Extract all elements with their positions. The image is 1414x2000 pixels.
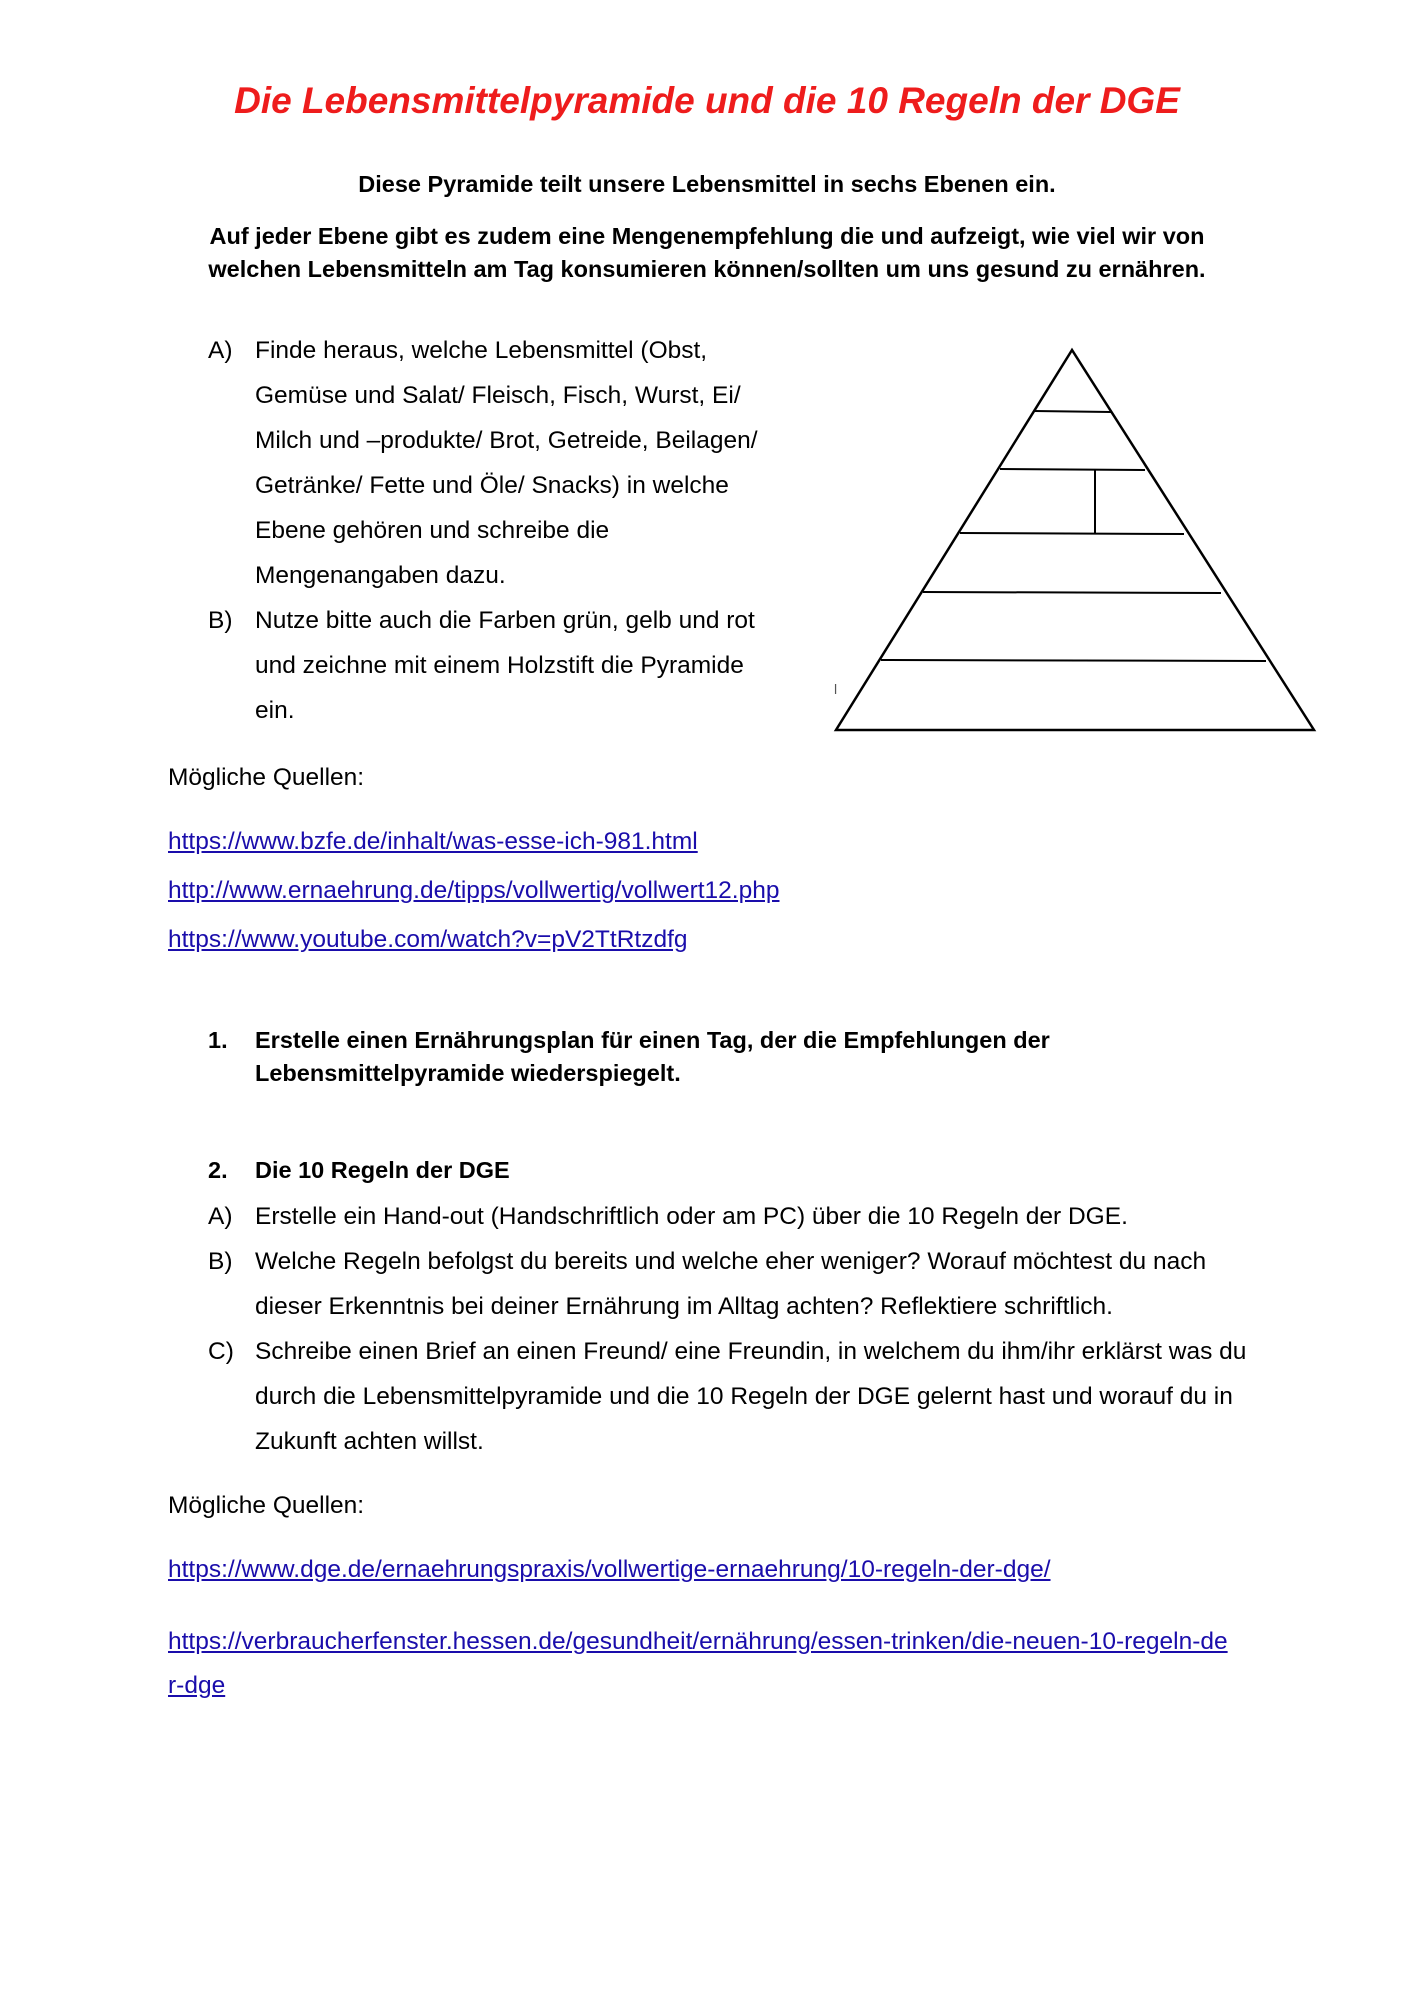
- item-text: Erstelle einen Ernährungsplan für einen Tag, der die Empfehlungen der Lebensmittelpyramide wiederspiegelt.: [255, 1027, 1050, 1086]
- part-two-task-list: [208, 1194, 1248, 1464]
- intro-line-2: Auf jeder Ebene gibt es zudem eine Mengenempfehlung die und aufzeigt, wie viel wir von welchen Lebensmitteln am Tag konsumieren können/sollten um uns gesund zu ernähren.: [208, 223, 1206, 282]
- food-pyramid-diagram: [0, 0, 1414, 760]
- pyramid-level-line: [1000, 469, 1145, 470]
- item-text: Die 10 Regeln der DGE: [255, 1157, 510, 1183]
- pyramid-stray-mark: l: [834, 681, 838, 697]
- pyramid-level-line: [1034, 411, 1111, 412]
- numbered-item: [208, 1154, 1208, 1187]
- sources-label: Mögliche Quellen:: [168, 1492, 365, 1519]
- source-link-bzfe[interactable]: https://www.bzfe.de/inhalt/was-esse-ich-981.html: [168, 828, 698, 855]
- source-link-verbraucherfenster[interactable]: https://verbraucherfenster.hessen.de/gesundheit/ernährung/essen-trinken/die-neuen-10-regeln-der-dge: [168, 1628, 1228, 1699]
- task-b: [208, 1239, 1248, 1329]
- task-marker: A): [208, 1203, 233, 1230]
- task-marker: B): [208, 1248, 233, 1275]
- source-link-dge[interactable]: https://www.dge.de/ernaehrungspraxis/vollwertige-ernaehrung/10-regeln-der-dge/: [168, 1556, 1051, 1583]
- task-text: Finde heraus, welche Lebensmittel (Obst, Gemüse und Salat/ Fleisch, Fisch, Wurst, Ei/ Milch und –produkte/ Brot, Getreide, Beilagen/ Getränke/ Fette und Öle/ Snacks) in welche Ebene gehören und schreibe die Mengenangaben dazu.: [255, 337, 758, 589]
- sources-label: Mögliche Quellen:: [168, 764, 365, 791]
- item-number: 1.: [208, 1027, 228, 1053]
- item-number: 2.: [208, 1157, 228, 1183]
- pyramid-outline: [836, 350, 1314, 730]
- intro-line-1: Diese Pyramide teilt unsere Lebensmittel in sechs Ebenen ein.: [358, 171, 1056, 197]
- task-text: Schreibe einen Brief an einen Freund/ eine Freundin, in welchem du ihm/ihr erklärst was du durch die Lebensmittelpyramide und die 10 Regeln der DGE gelernt hast und worauf du in Zukunft achten willst.: [255, 1338, 1247, 1455]
- pyramid-level-line: [923, 592, 1221, 593]
- source-link-ernaehrung[interactable]: http://www.ernaehrung.de/tipps/vollwertig/vollwert12.php: [168, 877, 780, 904]
- task-c: [208, 1329, 1248, 1464]
- task-marker: B): [208, 607, 233, 634]
- numbered-item: [208, 1024, 1208, 1090]
- document-title: Die Lebensmittelpyramide und die 10 Regeln der DGE: [234, 80, 1180, 121]
- task-marker: A): [208, 337, 233, 364]
- task-text: Welche Regeln befolgst du bereits und welche eher weniger? Worauf möchtest du nach dieser Erkenntnis bei deiner Ernährung im Alltag achten? Reflektiere schriftlich.: [255, 1248, 1207, 1320]
- source-link-youtube[interactable]: https://www.youtube.com/watch?v=pV2TtRtzdfg: [168, 926, 688, 953]
- task-text: Nutze bitte auch die Farben grün, gelb und rot und zeichne mit einem Holzstift die Pyramide ein.: [255, 607, 755, 724]
- numbered-task-1: [208, 1024, 1208, 1090]
- task-a: [208, 1194, 1248, 1239]
- pyramid-level-line: [960, 533, 1184, 534]
- pyramid-level-line: [881, 660, 1266, 661]
- numbered-task-2: [208, 1154, 1208, 1187]
- task-marker: C): [208, 1338, 234, 1365]
- task-text: Erstelle ein Hand-out (Handschriftlich oder am PC) über die 10 Regeln der DGE.: [255, 1203, 1128, 1230]
